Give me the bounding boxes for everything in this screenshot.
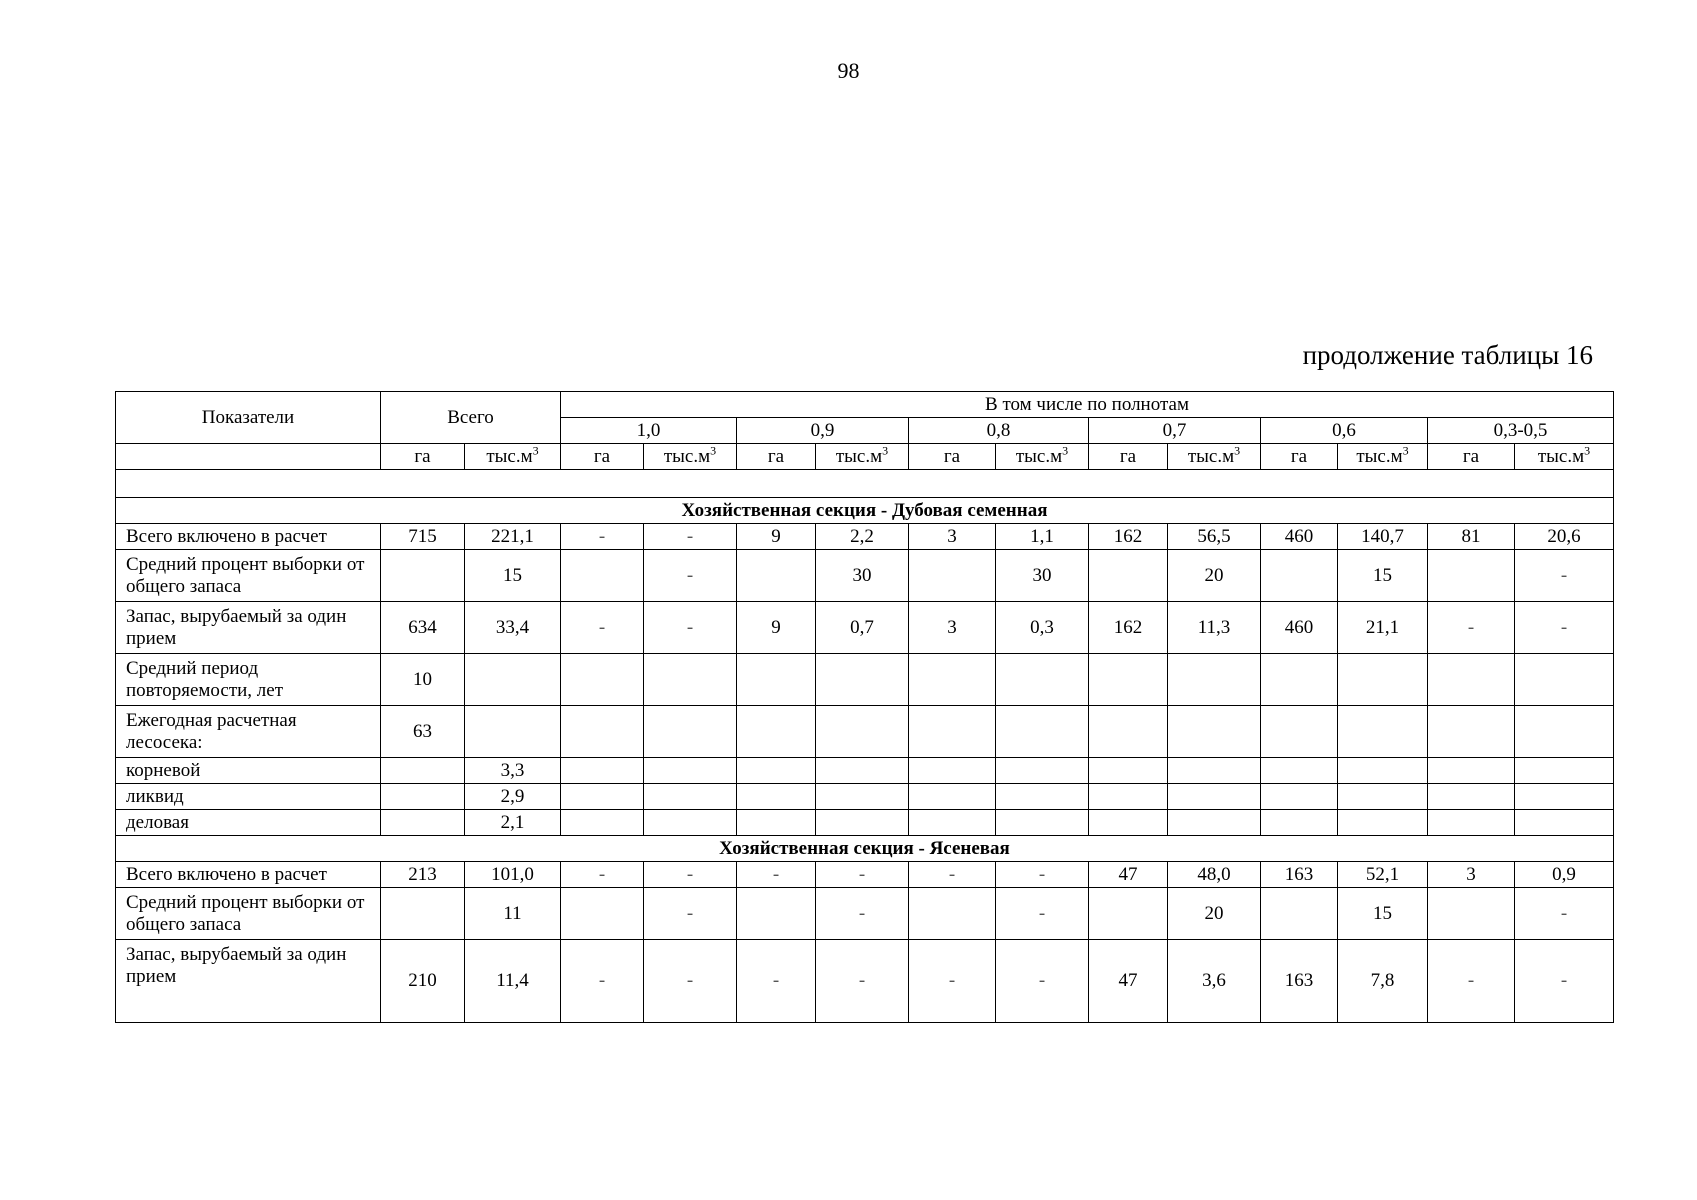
table-cell: [816, 810, 909, 836]
table-cell: [1089, 550, 1168, 602]
table-cell: [1089, 784, 1168, 810]
table-cell: 3: [909, 602, 996, 654]
table-cell: -: [1515, 888, 1614, 940]
table-cell: -: [996, 888, 1089, 940]
table-cell: [996, 810, 1089, 836]
table-cell: [465, 654, 561, 706]
table-cell: [381, 550, 465, 602]
table-cell: -: [561, 524, 644, 550]
row-label: Запас, вырубаемый за один прием: [116, 940, 381, 1023]
row-label: Средний процент выборки от общего запаса: [116, 550, 381, 602]
table-cell: [1089, 654, 1168, 706]
header-density: 0,6: [1261, 418, 1428, 444]
table-cell: 163: [1261, 940, 1338, 1023]
table-cell: [1089, 888, 1168, 940]
table-cell: [996, 784, 1089, 810]
table-cell: [1089, 810, 1168, 836]
table-cell: 52,1: [1338, 862, 1428, 888]
table-cell: -: [737, 940, 816, 1023]
table-cell: [381, 758, 465, 784]
table-cell: 81: [1428, 524, 1515, 550]
table-cell: -: [644, 888, 737, 940]
table-cell: 634: [381, 602, 465, 654]
table-cell: -: [644, 550, 737, 602]
table-cell: -: [644, 602, 737, 654]
table-cell: [1089, 758, 1168, 784]
table-row: [116, 602, 1614, 654]
table-cell: 56,5: [1168, 524, 1261, 550]
table-cell: 15: [465, 550, 561, 602]
unit-volume: $тыс.м^3$: [1168, 444, 1261, 470]
table-cell: [996, 706, 1089, 758]
table-cell: 47: [1089, 940, 1168, 1023]
table-cell: [644, 784, 737, 810]
table-cell: [816, 784, 909, 810]
table-cell: 162: [1089, 524, 1168, 550]
table-cell: 15: [1338, 888, 1428, 940]
blank-row: [116, 470, 1614, 498]
table-cell: [1168, 706, 1261, 758]
row-label: Ежегодная расчетная лесосека:: [116, 706, 381, 758]
table-cell: 0,7: [816, 602, 909, 654]
unit-volume: $тыс.м^3$: [465, 444, 561, 470]
table-cell: [1515, 654, 1614, 706]
table-cell: [909, 810, 996, 836]
table-cell: [644, 758, 737, 784]
table-cell: 20: [1168, 888, 1261, 940]
table-row: [116, 550, 1614, 602]
table-cell: -: [561, 862, 644, 888]
table-cell: -: [644, 524, 737, 550]
table-cell: [1428, 888, 1515, 940]
table-cell: [1261, 810, 1338, 836]
header-by-density: В том числе по полнотам: [561, 392, 1614, 418]
table-cell: [909, 888, 996, 940]
table-cell: [1428, 706, 1515, 758]
table-cell: -: [1428, 940, 1515, 1023]
table-cell: 30: [816, 550, 909, 602]
table-cell: [909, 758, 996, 784]
unit-volume: $тыс.м^3$: [996, 444, 1089, 470]
table-cell: 0,3: [996, 602, 1089, 654]
table-cell: 63: [381, 706, 465, 758]
table-row: [116, 888, 1614, 940]
table-row: [116, 654, 1614, 706]
table-cell: [1428, 810, 1515, 836]
row-label: корневой: [116, 758, 381, 784]
table-continuation-label: продолжение таблицы 16: [1302, 340, 1593, 370]
unit-ha: га: [381, 444, 465, 470]
table-cell: [1338, 810, 1428, 836]
table-cell: 460: [1261, 524, 1338, 550]
table-cell: -: [816, 862, 909, 888]
table-cell: [1261, 784, 1338, 810]
row-label: Всего включено в расчет: [116, 524, 381, 550]
row-label: ликвид: [116, 784, 381, 810]
table-cell: [909, 784, 996, 810]
table-cell: -: [561, 940, 644, 1023]
header-density: 0,7: [1089, 418, 1261, 444]
table-cell: [561, 784, 644, 810]
table-cell: [644, 706, 737, 758]
table-cell: -: [1515, 550, 1614, 602]
table-header: [116, 392, 1614, 470]
table-cell: [381, 784, 465, 810]
table-cell: -: [1428, 602, 1515, 654]
table-cell: [644, 810, 737, 836]
table-cell: -: [644, 940, 737, 1023]
table-cell: [737, 810, 816, 836]
table-cell: 0,9: [1515, 862, 1614, 888]
table-cell: [1338, 654, 1428, 706]
table-cell: [465, 706, 561, 758]
table-cell: 30: [996, 550, 1089, 602]
table-row: [116, 784, 1614, 810]
table-cell: 9: [737, 602, 816, 654]
header-density: 0,3-0,5: [1428, 418, 1614, 444]
table-cell: 20,6: [1515, 524, 1614, 550]
table-cell: 1,1: [996, 524, 1089, 550]
table-cell: 15: [1338, 550, 1428, 602]
table-row: [116, 758, 1614, 784]
table-cell: [561, 758, 644, 784]
table-cell: [1428, 758, 1515, 784]
row-label: Средний процент выборки от общего запаса: [116, 888, 381, 940]
table-cell: 715: [381, 524, 465, 550]
section-row: [116, 836, 1614, 862]
table-cell: [909, 706, 996, 758]
table-cell: [1338, 706, 1428, 758]
table-cell: [381, 888, 465, 940]
unit-ha: га: [909, 444, 996, 470]
table-row: [116, 862, 1614, 888]
row-label: Запас, вырубаемый за один прием: [116, 602, 381, 654]
table-cell: [1168, 810, 1261, 836]
table-cell: -: [561, 602, 644, 654]
table-cell: [1261, 758, 1338, 784]
table-cell: 162: [1089, 602, 1168, 654]
table-cell: 20: [1168, 550, 1261, 602]
table-cell: [561, 810, 644, 836]
table-cell: 21,1: [1338, 602, 1428, 654]
table-cell: [381, 810, 465, 836]
section-title: Хозяйственная секция - Ясеневая: [116, 836, 1614, 862]
table-cell: -: [1515, 602, 1614, 654]
row-label: Всего включено в расчет: [116, 862, 381, 888]
table-cell: [737, 888, 816, 940]
unit-ha: га: [561, 444, 644, 470]
table-row: [116, 706, 1614, 758]
header-units-blank: [116, 444, 381, 470]
table-cell: [644, 654, 737, 706]
table-cell: 210: [381, 940, 465, 1023]
table-cell: -: [644, 862, 737, 888]
header-density: 1,0: [561, 418, 737, 444]
table-cell: [1168, 784, 1261, 810]
table-cell: 11,3: [1168, 602, 1261, 654]
table-row: [116, 524, 1614, 550]
table-cell: [1338, 758, 1428, 784]
table-cell: [561, 654, 644, 706]
table-cell: [816, 758, 909, 784]
table-cell: [1168, 654, 1261, 706]
table-cell: -: [909, 862, 996, 888]
table-cell: 11,4: [465, 940, 561, 1023]
header-indicators: Показатели: [116, 392, 381, 444]
table-cell: [816, 706, 909, 758]
table-cell: 3: [909, 524, 996, 550]
table-cell: [1515, 706, 1614, 758]
table-cell: 2,2: [816, 524, 909, 550]
table-cell: 2,1: [465, 810, 561, 836]
table-cell: [737, 758, 816, 784]
table-cell: -: [816, 888, 909, 940]
table-cell: [737, 706, 816, 758]
table-cell: 101,0: [465, 862, 561, 888]
table-cell: [561, 706, 644, 758]
unit-ha: га: [1261, 444, 1338, 470]
unit-volume: $тыс.м^3$: [816, 444, 909, 470]
table-cell: [1515, 810, 1614, 836]
table-cell: 48,0: [1168, 862, 1261, 888]
table-body: [116, 470, 1614, 1023]
table-cell: -: [996, 940, 1089, 1023]
table-cell: [909, 550, 996, 602]
table-cell: 33,4: [465, 602, 561, 654]
table-cell: [816, 654, 909, 706]
table-cell: [1261, 706, 1338, 758]
table-cell: [1089, 706, 1168, 758]
row-label: деловая: [116, 810, 381, 836]
table-cell: [1515, 784, 1614, 810]
table-cell: 3: [1428, 862, 1515, 888]
unit-ha: га: [737, 444, 816, 470]
table-cell: -: [1515, 940, 1614, 1023]
table-cell: [996, 758, 1089, 784]
table-cell: [1515, 758, 1614, 784]
unit-ha: га: [1089, 444, 1168, 470]
section-title: Хозяйственная секция - Дубовая семенная: [116, 498, 1614, 524]
table-cell: 163: [1261, 862, 1338, 888]
header-density: 0,9: [737, 418, 909, 444]
table-cell: 3,6: [1168, 940, 1261, 1023]
table-cell: [737, 550, 816, 602]
table-cell: 7,8: [1338, 940, 1428, 1023]
section-row: [116, 498, 1614, 524]
table-cell: [1428, 784, 1515, 810]
unit-ha: га: [1428, 444, 1515, 470]
table-cell: [996, 654, 1089, 706]
table-cell: 460: [1261, 602, 1338, 654]
table-cell: 10: [381, 654, 465, 706]
page-number: 98: [837, 58, 860, 83]
table-cell: [1428, 654, 1515, 706]
table-cell: -: [737, 862, 816, 888]
table-cell: [561, 550, 644, 602]
table-cell: 3,3: [465, 758, 561, 784]
unit-volume: $тыс.м^3$: [1515, 444, 1614, 470]
table-cell: [909, 654, 996, 706]
table-cell: [737, 654, 816, 706]
table-cell: [1261, 888, 1338, 940]
table-cell: 9: [737, 524, 816, 550]
table-cell: 221,1: [465, 524, 561, 550]
table-cell: [1428, 550, 1515, 602]
table-cell: 140,7: [1338, 524, 1428, 550]
table-cell: 2,9: [465, 784, 561, 810]
table-cell: 11: [465, 888, 561, 940]
table-cell: [737, 784, 816, 810]
table-cell: -: [996, 862, 1089, 888]
forest-harvest-table: [115, 391, 1614, 1023]
header-density: 0,8: [909, 418, 1089, 444]
row-label: Средний период повторяемости, лет: [116, 654, 381, 706]
unit-volume: $тыс.м^3$: [644, 444, 737, 470]
table-cell: [561, 888, 644, 940]
table-cell: 47: [1089, 862, 1168, 888]
table-row: [116, 940, 1614, 1023]
table-cell: 213: [381, 862, 465, 888]
table-cell: [1338, 784, 1428, 810]
header-total: Всего: [381, 392, 561, 444]
table-cell: -: [909, 940, 996, 1023]
table-row: [116, 810, 1614, 836]
unit-volume: $тыс.м^3$: [1338, 444, 1428, 470]
table-cell: [1261, 654, 1338, 706]
table-cell: -: [816, 940, 909, 1023]
table-cell: [1261, 550, 1338, 602]
table-cell: [1168, 758, 1261, 784]
